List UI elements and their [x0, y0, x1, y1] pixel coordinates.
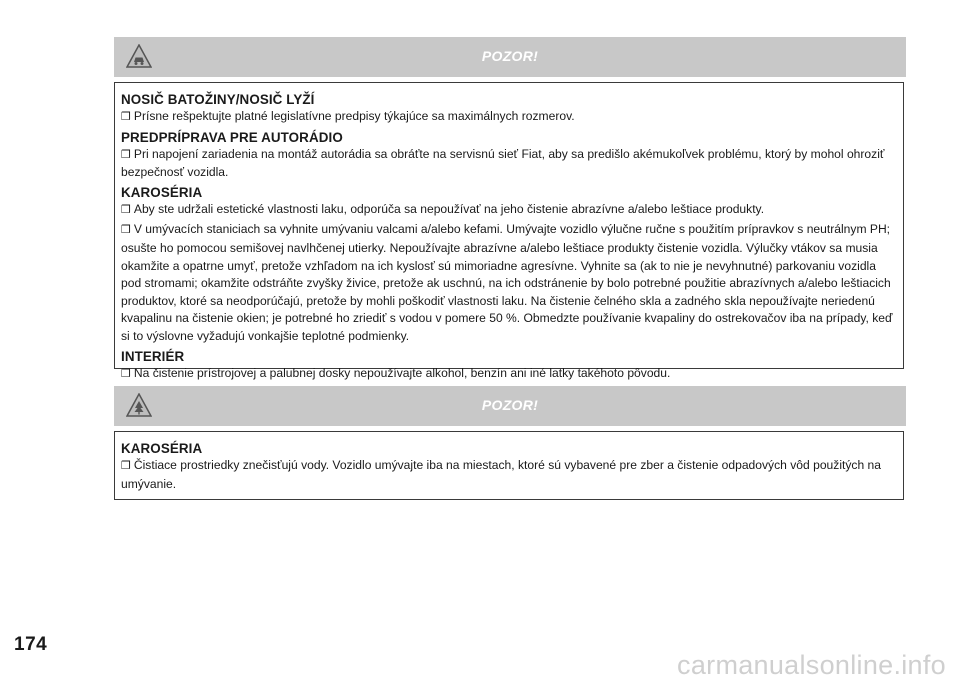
warning-header-2: [114, 386, 906, 426]
bullet-icon: ❒: [121, 111, 131, 123]
bullet-icon: ❒: [121, 148, 131, 161]
warning-box-1: [114, 82, 904, 380]
bullet-icon: ❒: [121, 460, 131, 472]
bullet-icon: ❒: [121, 224, 131, 237]
section-heading: KAROSÉRIA: [121, 441, 203, 456]
bullet-icon: ❒: [121, 203, 131, 216]
list-item: ❒ Aby ste udržali estetické vlastnosti laku, odporúča sa nepoužívať na jeho čistenie abrazívne a/alebo leštiace produkty.: [121, 201, 765, 216]
warning-title: POZOR!: [481, 397, 539, 413]
page-number: 174: [14, 634, 48, 655]
section-heading: NOSIČ BATOŽINY/NOSIČ LYŽÍ: [121, 92, 315, 107]
list-item: ❒ Na čistenie prístrojovej a palubnej dosky nepoužívajte alkohol, benzín ani iné latky takéhoto pôvodu.: [121, 365, 671, 380]
watermark: carmanualsonline.info: [677, 650, 946, 680]
section-heading: PREDPRÍPRAVA PRE AUTORÁDIO: [121, 129, 343, 145]
list-item: ❒ Pri napojení zariadenia na montáž autorádia sa obráťte na servisnú sieť Fiat, aby sa predišlo akémukoľvek problému, ktorý by mohol ohroziť bezpečnosť vozidla.: [121, 146, 885, 180]
list-item: ❒ Prísne rešpektujte platné legislatívne predpisy týkajúce sa maximálnych rozmerov.: [121, 109, 575, 123]
warning-header-1: [114, 37, 906, 77]
list-item: ❒ Čistiace prostriedky znečisťujú vody. Vozidlo umývajte iba na miestach, ktoré sú vybavené pre zber a čistenie odpadových vôd použitých na umývanie.: [121, 458, 881, 491]
warning-box-2: [114, 431, 904, 500]
warning-title: POZOR!: [481, 48, 539, 64]
list-item: ❒ V umývacích staniciach sa vyhnite umývaniu valcami a/alebo kefami. Umývajte vozidlo výlučne ručne s použitím prípravkov s neutrálnym PH; osušte ho pomocou semišovej navlhčenej utierky. Nepoužívajte abrazívne a/alebo leštiace produkty čistenie vozidla. Výlučky vtákov sa musia okamžite a opatrne umyť, pretože vzhľadom na ich kyslosť sú mimoriadne agresívne. Vyhnite sa (ak to nie je nevyhnutné) parkovaniu vozidla pod stromami; okamžite odstráňte zvyšky živice, pretože ak uschnú, na ich odstránenie by bolo potrebné použitie abrazívnych a/alebo leštiacich produktov, ktoré sa neodporúčajú, pretože by mohli poškodiť vlastnosti laku. Na čistenie čelného skla a zadného skla nepoužívajte neriedenú kvapalinu na čistenie okien; je potrebné ho zriediť s vodou v pomere 50 %. Obmedzte používanie kvapaliny do ostrekovačov iba na prípady, keď si to výslovne vyžadujú vonkajšie teplotné podmienky.: [121, 222, 893, 343]
bullet-icon: ❒: [121, 367, 131, 380]
section-heading: INTERIÉR: [121, 348, 185, 364]
section-heading: KAROSÉRIA: [121, 184, 203, 200]
